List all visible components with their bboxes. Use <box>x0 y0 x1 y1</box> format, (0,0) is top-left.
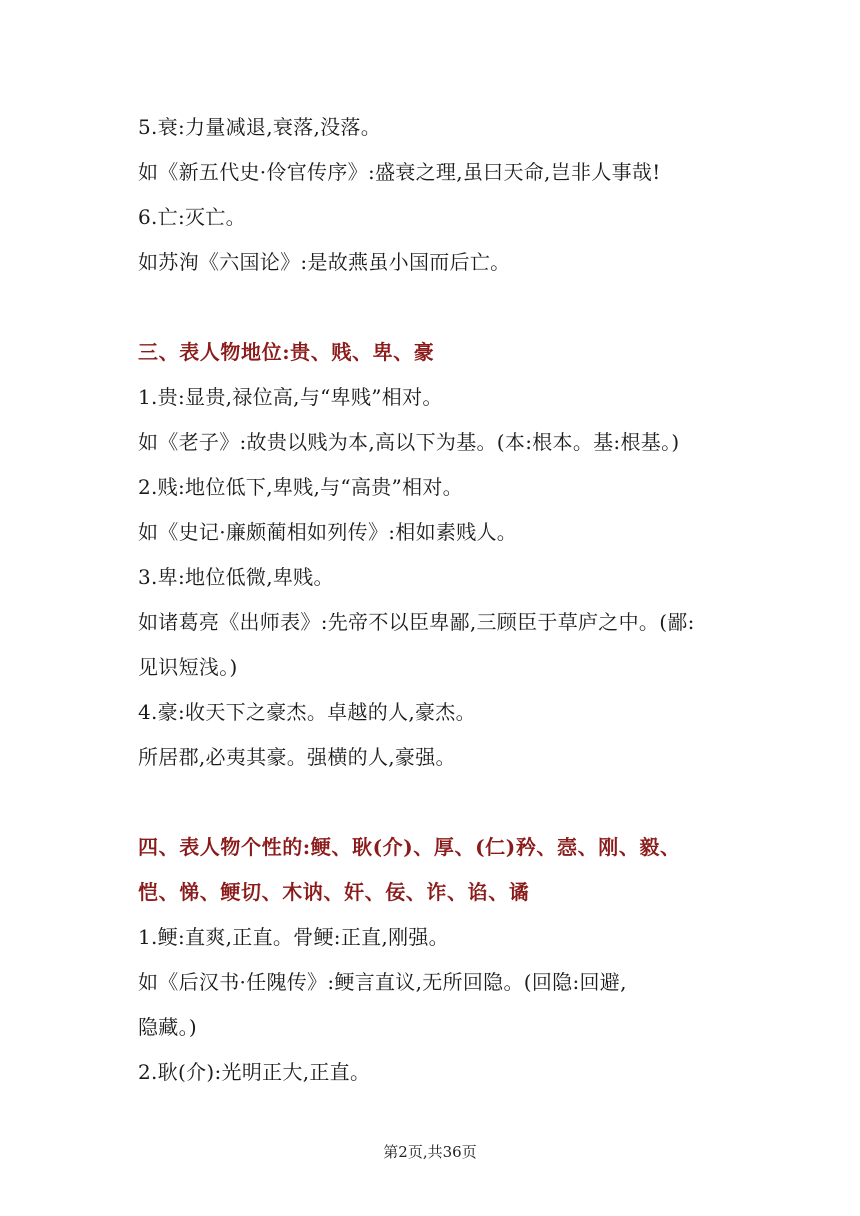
text-line: 如苏洵《六国论》:是故燕虽小国而后亡。 <box>138 250 511 274</box>
text-line: 1.鲠:直爽,正直。骨鲠:正直,刚强。 <box>138 925 449 949</box>
text-line: 所居郡,必夷其豪。强横的人,豪强。 <box>138 745 456 769</box>
section-heading: 恺、悌、鲠切、木讷、奸、佞、诈、谄、谲 <box>138 880 530 904</box>
text-line: 1.贵:显贵,禄位高,与“卑贱”相对。 <box>138 385 443 409</box>
section-heading: 四、表人物个性的:鲠、耿(介)、厚、(仁)矜、悫、刚、毅、 <box>138 835 681 859</box>
text-line: 如诸葛亮《出师表》:先帝不以臣卑鄙,三顾臣于草庐之中。(鄙: <box>138 610 695 634</box>
text-line: 6.亡:灭亡。 <box>138 205 246 229</box>
text-line: 2.耿(介):光明正大,正直。 <box>138 1060 371 1084</box>
text-line: 2.贱:地位低下,卑贱,与“高贵”相对。 <box>138 475 463 499</box>
section-heading: 三、表人物地位:贵、贱、卑、豪 <box>138 340 435 364</box>
text-line: 见识短浅。) <box>138 655 238 679</box>
text-line: 4.豪:收天下之豪杰。卓越的人,豪杰。 <box>138 700 476 724</box>
text-line: 如《老子》:故贵以贱为本,高以下为基。(本:根本。基:根基。) <box>138 430 680 454</box>
text-line: 如《新五代史·伶官传序》:盛衰之理,虽曰天命,岂非人事哉! <box>138 160 661 184</box>
text-line: 3.卑:地位低微,卑贱。 <box>138 565 334 589</box>
page-number: 第2页,共36页 <box>383 1143 477 1161</box>
text-line: 隐藏。) <box>138 1015 198 1039</box>
text-line: 5.衰:力量减退,衰落,没落。 <box>138 115 382 139</box>
text-line: 如《后汉书·任隗传》:鲠言直议,无所回隐。(回隐:回避, <box>138 970 627 994</box>
text-line: 如《史记·廉颇蔺相如列传》:相如素贱人。 <box>138 520 518 544</box>
